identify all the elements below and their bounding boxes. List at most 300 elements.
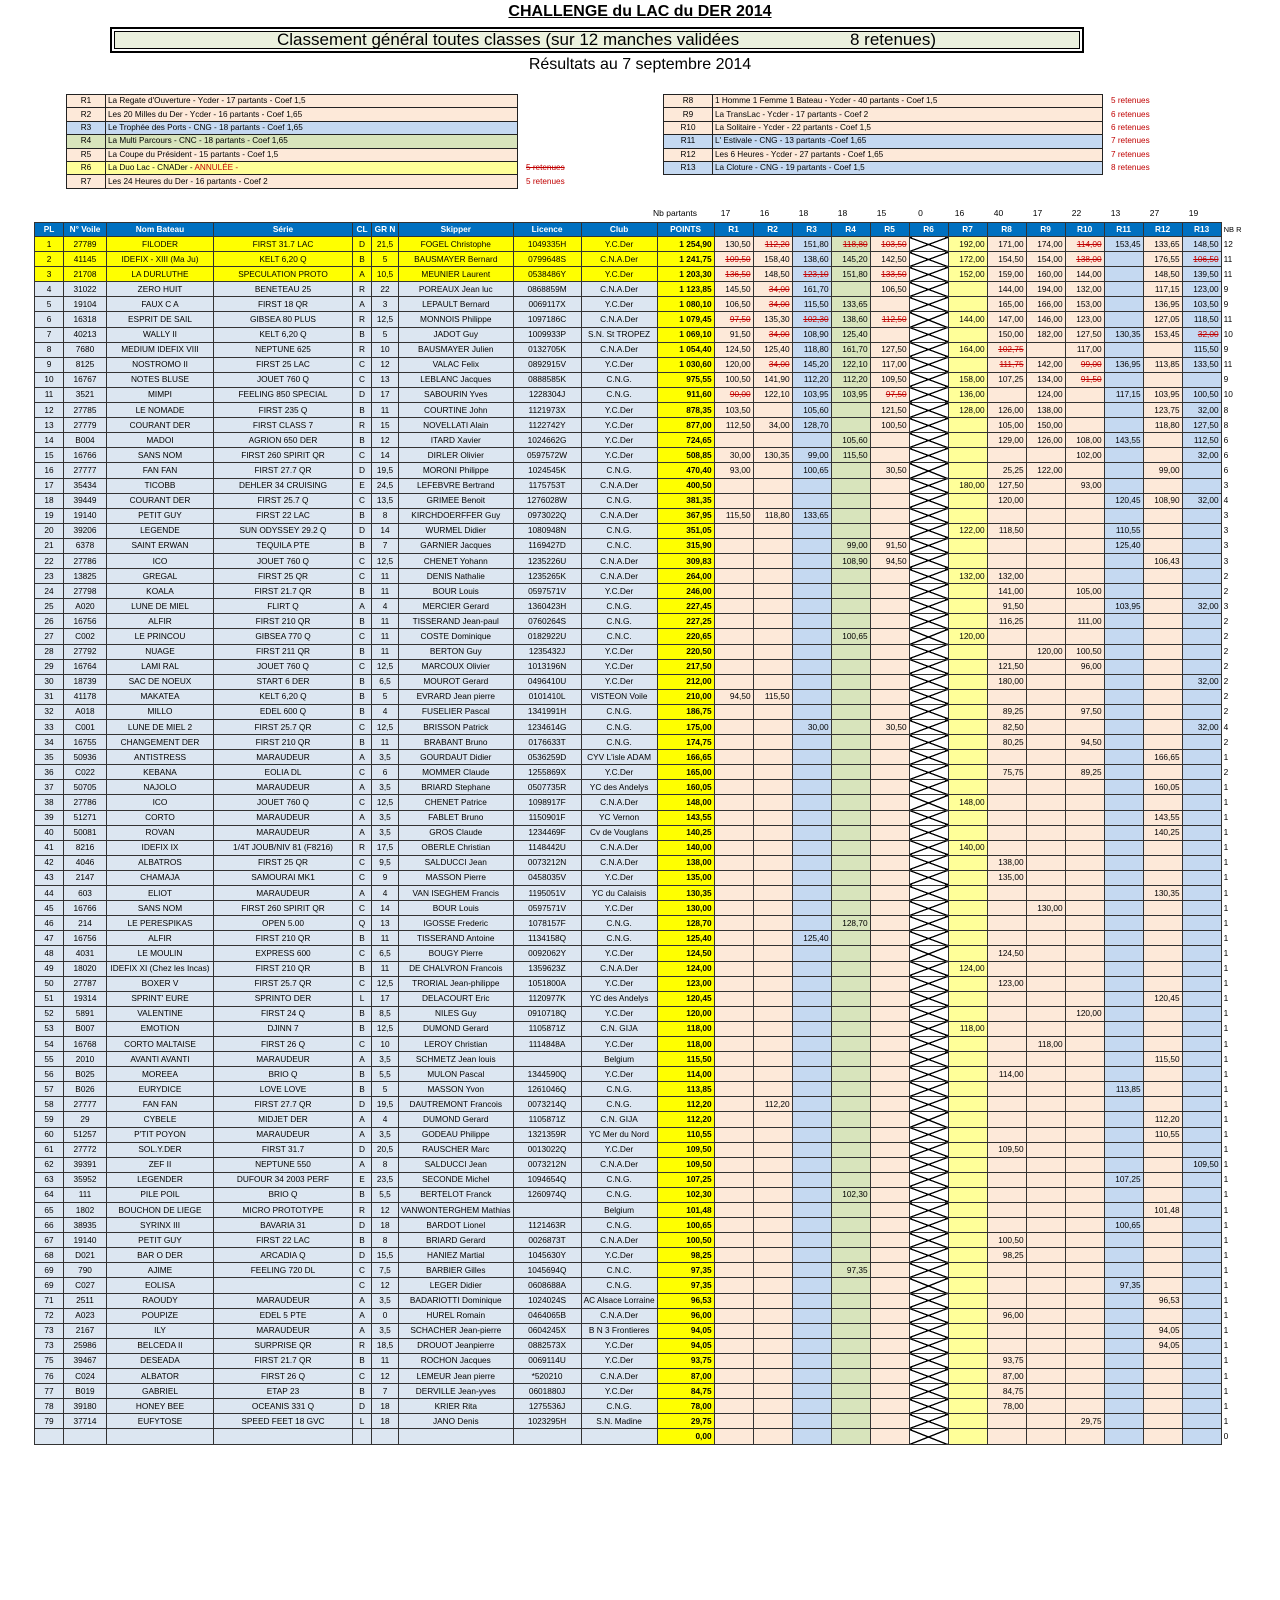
cell-r13 (1182, 1414, 1221, 1429)
cell-r7 (948, 720, 987, 735)
cell-nom-bateau: PETIT GUY (107, 508, 214, 523)
cell-r4 (831, 403, 870, 418)
cell-r7 (948, 946, 987, 961)
cell-grn: 3,5 (372, 1052, 399, 1067)
cell-r12 (1143, 1263, 1182, 1278)
cell-club: C.N.G. (581, 387, 657, 402)
cell-r9 (1026, 659, 1065, 674)
cell-r12: 176,55 (1143, 252, 1182, 267)
cell-r8 (987, 1338, 1026, 1353)
cell-pl: 3 (35, 267, 64, 282)
cell-r7 (948, 1112, 987, 1127)
cell-grn: 19,5 (372, 463, 399, 478)
cell-cl: A (353, 1112, 372, 1127)
cell-r3 (792, 765, 831, 780)
cell-r5 (870, 1233, 909, 1248)
cell-club: Y.C.Der (581, 1142, 657, 1157)
race-list-left (66, 94, 568, 189)
cell-r8 (987, 916, 1026, 931)
cell-cl: A (353, 825, 372, 840)
cell-pl: 46 (35, 916, 64, 931)
cell-r8 (987, 961, 1026, 976)
cell-r10: 29,75 (1065, 1414, 1104, 1429)
cell-r13: 123,00 (1182, 282, 1221, 297)
cell-r2 (753, 825, 792, 840)
cell-r11: 107,25 (1104, 1172, 1143, 1187)
cell-nbr: 1 (1221, 1218, 1245, 1233)
cell-r7 (948, 1278, 987, 1293)
cell-r6 (909, 508, 948, 523)
race-description (713, 108, 1103, 121)
header-r11: R11 (1104, 223, 1143, 237)
cell-r12 (1143, 840, 1182, 855)
cell-r5 (870, 1293, 909, 1308)
standings-table (34, 222, 1246, 1445)
cell-r6 (909, 886, 948, 901)
cell-r3: 112,20 (792, 372, 831, 387)
cell-points: 113,85 (657, 1082, 714, 1097)
cell-licence: 0069117X (513, 297, 581, 312)
race-description (713, 121, 1103, 134)
cell-r12: 130,35 (1143, 886, 1182, 901)
cell-r11 (1104, 1308, 1143, 1323)
cell-r13 (1182, 644, 1221, 659)
cell-r2 (753, 1293, 792, 1308)
cell-r6 (909, 433, 948, 448)
cell-r2 (753, 1369, 792, 1384)
cell-skipper: IGOSSE Frederic (399, 916, 514, 931)
cell-skipper: TRORIAL Jean-philippe (399, 976, 514, 991)
cell-r5 (870, 1384, 909, 1399)
race-row (664, 121, 1153, 134)
cell-r9 (1026, 1187, 1065, 1202)
cell-grn: 12,5 (372, 659, 399, 674)
cell-r9 (1026, 1218, 1065, 1233)
cell-r2: 34,00 (753, 282, 792, 297)
cell-pl: 59 (35, 1112, 64, 1127)
table-row (35, 1369, 1246, 1384)
cell-licence: 1024545K (513, 463, 581, 478)
cell-licence: 0760264S (513, 614, 581, 629)
table-row (35, 342, 1246, 357)
race-description (713, 135, 1103, 148)
cell-r9 (1026, 1006, 1065, 1021)
cell-r5: 127,50 (870, 342, 909, 357)
cell-r1 (714, 704, 753, 719)
cell-r3 (792, 961, 831, 976)
cell-skipper: LEBLANC Jacques (399, 372, 514, 387)
cell-r3 (792, 1308, 831, 1323)
cell-r3: 115,50 (792, 297, 831, 312)
cell-nom-bateau: LEGENDE (107, 523, 214, 538)
cell-r9 (1026, 1308, 1065, 1323)
cell-r7 (948, 1187, 987, 1202)
cell-r1 (714, 1353, 753, 1368)
cell-r3: 161,70 (792, 282, 831, 297)
cell-r13 (1182, 901, 1221, 916)
cell-r6 (909, 463, 948, 478)
cell-r12 (1143, 508, 1182, 523)
cell-r4: 122,10 (831, 357, 870, 372)
cell-cl: A (353, 1052, 372, 1067)
cell-r4 (831, 1278, 870, 1293)
race-retained-note: 5 retenues (526, 163, 565, 173)
cell-grn: 11 (372, 735, 399, 750)
cell-r13 (1182, 1293, 1221, 1308)
race-description (106, 148, 518, 161)
table-row (35, 1414, 1246, 1429)
race-code: R1 (67, 95, 106, 108)
cell-r1 (714, 840, 753, 855)
cell-pl: 18 (35, 493, 64, 508)
cell-r6 (909, 916, 948, 931)
cell-club: CYV L'isle ADAM (581, 750, 657, 765)
cell-cl: B (353, 931, 372, 946)
cell-voile: 27786 (64, 553, 107, 568)
cell-grn: 12 (372, 1369, 399, 1384)
cell-grn: 4 (372, 599, 399, 614)
cell-r5 (870, 765, 909, 780)
cell-r4 (831, 991, 870, 1006)
cell-r11 (1104, 886, 1143, 901)
cell-grn: 12,5 (372, 1021, 399, 1036)
cell-licence: 1261046Q (513, 1082, 581, 1097)
cell-r3 (792, 1369, 831, 1384)
cell-r2 (753, 1052, 792, 1067)
cell-r5 (870, 961, 909, 976)
cell-nom-bateau: ELIOT (107, 886, 214, 901)
cell-points: 1 079,45 (657, 312, 714, 327)
cell-r10 (1065, 1353, 1104, 1368)
nb-partants-value: 19 (1188, 208, 1199, 218)
cell-r2 (753, 1112, 792, 1127)
cell-serie: MARAUDEUR (214, 1323, 353, 1338)
cell-r8 (987, 508, 1026, 523)
cell-r9: 154,00 (1026, 252, 1065, 267)
cell-grn: 4 (372, 886, 399, 901)
cell-licence (513, 1203, 581, 1218)
cell-serie: FIRST 24 Q (214, 1006, 353, 1021)
cell-nom-bateau: EURYDICE (107, 1082, 214, 1097)
cell-r1 (714, 523, 753, 538)
cell-grn: 23,5 (372, 1172, 399, 1187)
cell-serie: FIRST 211 QR (214, 644, 353, 659)
cell-r13: 32,00 (1182, 493, 1221, 508)
cell-r11 (1104, 1127, 1143, 1142)
cell-nom-bateau: FAN FAN (107, 463, 214, 478)
cell-r5 (870, 1218, 909, 1233)
cell-r4 (831, 765, 870, 780)
table-row (35, 916, 1246, 931)
cell-r7 (948, 780, 987, 795)
cell-r12 (1143, 1142, 1182, 1157)
race-description (106, 121, 518, 134)
cell-r12 (1143, 584, 1182, 599)
cell-pl: 39 (35, 810, 64, 825)
cell-r5: 97,50 (870, 387, 909, 402)
cell-cl: A (353, 750, 372, 765)
cell-cl: C (353, 795, 372, 810)
table-row (35, 1067, 1246, 1082)
cell-r6 (909, 297, 948, 312)
cell-club: Y.C.Der (581, 870, 657, 885)
cell-r9 (1026, 855, 1065, 870)
cell-r3 (792, 1203, 831, 1218)
cell-nbr: 1 (1221, 840, 1245, 855)
cell-skipper: BRISSON Patrick (399, 720, 514, 735)
cell-nbr: 1 (1221, 1263, 1245, 1278)
cell-serie: NEPTUNE 625 (214, 342, 353, 357)
cell-points: 120,45 (657, 991, 714, 1006)
cell-r6 (909, 644, 948, 659)
cell-points: 140,00 (657, 840, 714, 855)
cell-r12 (1143, 976, 1182, 991)
cell-r7 (948, 1233, 987, 1248)
cell-skipper: VALAC Felix (399, 357, 514, 372)
cell-grn: 12,5 (372, 312, 399, 327)
cell-nbr: 0 (1221, 1429, 1245, 1444)
cell-grn: 6 (372, 765, 399, 780)
cell-r10 (1065, 825, 1104, 840)
nb-partants-value: 18 (798, 208, 809, 218)
cell-r4 (831, 1082, 870, 1097)
cell-r6 (909, 327, 948, 342)
cell-serie: GIBSEA 770 Q (214, 629, 353, 644)
cell-nbr: 1 (1221, 1127, 1245, 1142)
cell-r1: 93,00 (714, 463, 753, 478)
cell-r5 (870, 810, 909, 825)
cell-serie: JOUET 760 Q (214, 553, 353, 568)
cell-grn: 17,5 (372, 840, 399, 855)
cell-r10: 132,00 (1065, 282, 1104, 297)
cell-r6 (909, 1338, 948, 1353)
cell-voile: 27785 (64, 403, 107, 418)
cell-r5 (870, 1142, 909, 1157)
cell-grn: 3,5 (372, 1323, 399, 1338)
cell-club: AC Alsace Lorraine (581, 1293, 657, 1308)
cell-r5 (870, 569, 909, 584)
cell-r7 (948, 599, 987, 614)
cell-r11 (1104, 735, 1143, 750)
table-row (35, 1142, 1246, 1157)
cell-r11 (1104, 1248, 1143, 1263)
cell-licence: 1013196N (513, 659, 581, 674)
cell-r9 (1026, 1293, 1065, 1308)
cell-r7 (948, 1338, 987, 1353)
cell-cl: C (353, 855, 372, 870)
cell-r2 (753, 674, 792, 689)
cell-r13 (1182, 508, 1221, 523)
cell-r4 (831, 614, 870, 629)
cell-r2 (753, 901, 792, 916)
cell-r1 (714, 976, 753, 991)
cell-r1 (714, 795, 753, 810)
cell-serie: FIRST 25 LAC (214, 357, 353, 372)
cell-r5 (870, 991, 909, 1006)
cell-r5: 117,00 (870, 357, 909, 372)
cell-r5: 94,50 (870, 553, 909, 568)
cell-serie: AGRION 650 DER (214, 433, 353, 448)
cell-grn: 13,5 (372, 493, 399, 508)
nb-partants-value: 40 (993, 208, 1004, 218)
cell-licence: 0536259D (513, 750, 581, 765)
cell-pl: 1 (35, 237, 64, 252)
cell-r5 (870, 1203, 909, 1218)
header-licence: Licence (513, 223, 581, 237)
cell-licence: 0092062Y (513, 946, 581, 961)
cell-nbr: 1 (1221, 1067, 1245, 1082)
cell-r1: 109,50 (714, 252, 753, 267)
cell-r3 (792, 870, 831, 885)
cell-points: 724,65 (657, 433, 714, 448)
cell-cl: A (353, 1157, 372, 1172)
table-row (35, 689, 1246, 704)
cell-nom-bateau: ICO (107, 553, 214, 568)
cell-nom-bateau: NUAGE (107, 644, 214, 659)
cell-r11 (1104, 297, 1143, 312)
cell-r5 (870, 1248, 909, 1263)
cell-r10: 120,00 (1065, 1006, 1104, 1021)
cell-voile: C024 (64, 1369, 107, 1384)
cell-cl: R (353, 282, 372, 297)
cell-nbr: 1 (1221, 1157, 1245, 1172)
cell-skipper: MERCIER Gerard (399, 599, 514, 614)
cell-r10 (1065, 901, 1104, 916)
header-voile: N° Voile (64, 223, 107, 237)
cell-r4 (831, 1384, 870, 1399)
cell-voile: 16764 (64, 659, 107, 674)
cell-r5: 109,50 (870, 372, 909, 387)
cell-r10 (1065, 886, 1104, 901)
cell-r6 (909, 1248, 948, 1263)
cell-r2 (753, 1323, 792, 1338)
cell-r2 (753, 1278, 792, 1293)
cell-licence: 0597571V (513, 584, 581, 599)
cell-serie: FIRST 210 QR (214, 614, 353, 629)
cell-r2 (753, 1353, 792, 1368)
cell-r3 (792, 946, 831, 961)
cell-r11 (1104, 946, 1143, 961)
table-row (35, 946, 1246, 961)
cell-cl: B (353, 584, 372, 599)
cell-r8: 111,75 (987, 357, 1026, 372)
cell-r5 (870, 704, 909, 719)
cell-voile: 27789 (64, 237, 107, 252)
race-row (664, 108, 1153, 121)
cell-pl: 21 (35, 538, 64, 553)
cell-r2: 148,50 (753, 267, 792, 282)
cell-serie: FIRST 26 Q (214, 1369, 353, 1384)
cell-pl: 72 (35, 1308, 64, 1323)
cell-licence: 1098917F (513, 795, 581, 810)
cell-r2 (753, 599, 792, 614)
race-retained-note: 7 retenues (1111, 149, 1150, 159)
cell-voile: 39391 (64, 1157, 107, 1172)
cell-points: 93,75 (657, 1353, 714, 1368)
cell-points: 148,00 (657, 795, 714, 810)
cell-licence: 0597571V (513, 901, 581, 916)
cell-r11 (1104, 720, 1143, 735)
cell-licence: 1024024S (513, 1293, 581, 1308)
cell-pl: 11 (35, 387, 64, 402)
cell-cl: C (353, 870, 372, 885)
cell-r3 (792, 674, 831, 689)
cell-serie: FIRST 18 QR (214, 297, 353, 312)
table-row (35, 297, 1246, 312)
cell-r8: 102,75 (987, 342, 1026, 357)
cell-licence: 1321359R (513, 1127, 581, 1142)
cell-r10 (1065, 493, 1104, 508)
cell-serie: KELT 6,20 Q (214, 252, 353, 267)
table-row (35, 1384, 1246, 1399)
cell-r10 (1065, 1187, 1104, 1202)
cell-r13 (1182, 1233, 1221, 1248)
race-retained-note: 6 retenues (1111, 122, 1150, 132)
cell-skipper: SALDUCCI Jean (399, 1157, 514, 1172)
cell-nom-bateau: KOALA (107, 584, 214, 599)
cell-r8: 107,25 (987, 372, 1026, 387)
cell-nbr: 2 (1221, 689, 1245, 704)
cell-points: 102,30 (657, 1187, 714, 1202)
cell-nom-bateau: SANS NOM (107, 448, 214, 463)
cell-r2 (753, 1248, 792, 1263)
table-row (35, 750, 1246, 765)
cell-r10: 111,00 (1065, 614, 1104, 629)
cell-r11 (1104, 840, 1143, 855)
cell-serie: SURPRISE QR (214, 1338, 353, 1353)
cell-r2 (753, 463, 792, 478)
cell-club: C.N.A.Der (581, 342, 657, 357)
cell-r11 (1104, 1021, 1143, 1036)
cell-nbr: 2 (1221, 614, 1245, 629)
cell-r10: 91,50 (1065, 372, 1104, 387)
cell-r8 (987, 644, 1026, 659)
cell-serie: FIRST 27.7 QR (214, 1097, 353, 1112)
nb-partants-value: 27 (1149, 208, 1160, 218)
cell-r13 (1182, 886, 1221, 901)
cell-r4 (831, 463, 870, 478)
cell-serie: FIRST 31.7 (214, 1142, 353, 1157)
cell-r12: 117,15 (1143, 282, 1182, 297)
cell-r2: 115,50 (753, 689, 792, 704)
cell-r13: 32,00 (1182, 674, 1221, 689)
header-r1: R1 (714, 223, 753, 237)
cell-r2 (753, 810, 792, 825)
cell-r8 (987, 1429, 1026, 1444)
cell-r11 (1104, 478, 1143, 493)
cell-serie: SPEED FEET 18 GVC (214, 1414, 353, 1429)
cell-voile: A023 (64, 1308, 107, 1323)
cell-r13: 127,50 (1182, 418, 1221, 433)
cell-r5 (870, 1369, 909, 1384)
cell-skipper: DENIS Nathalie (399, 569, 514, 584)
cell-points: 96,00 (657, 1308, 714, 1323)
cell-r4 (831, 780, 870, 795)
cell-points: 124,00 (657, 961, 714, 976)
cell-r4 (831, 704, 870, 719)
cell-r13 (1182, 931, 1221, 946)
cell-cl: C (353, 720, 372, 735)
cell-nom-bateau: NOSTROMO II (107, 357, 214, 372)
cell-pl: 56 (35, 1067, 64, 1082)
cell-serie: FIRST 27.7 QR (214, 463, 353, 478)
cell-r12 (1143, 901, 1182, 916)
cell-r1: 91,50 (714, 327, 753, 342)
cell-nom-bateau: VALENTINE (107, 1006, 214, 1021)
cell-r8 (987, 1203, 1026, 1218)
cell-r10: 94,50 (1065, 735, 1104, 750)
cell-r1 (714, 855, 753, 870)
